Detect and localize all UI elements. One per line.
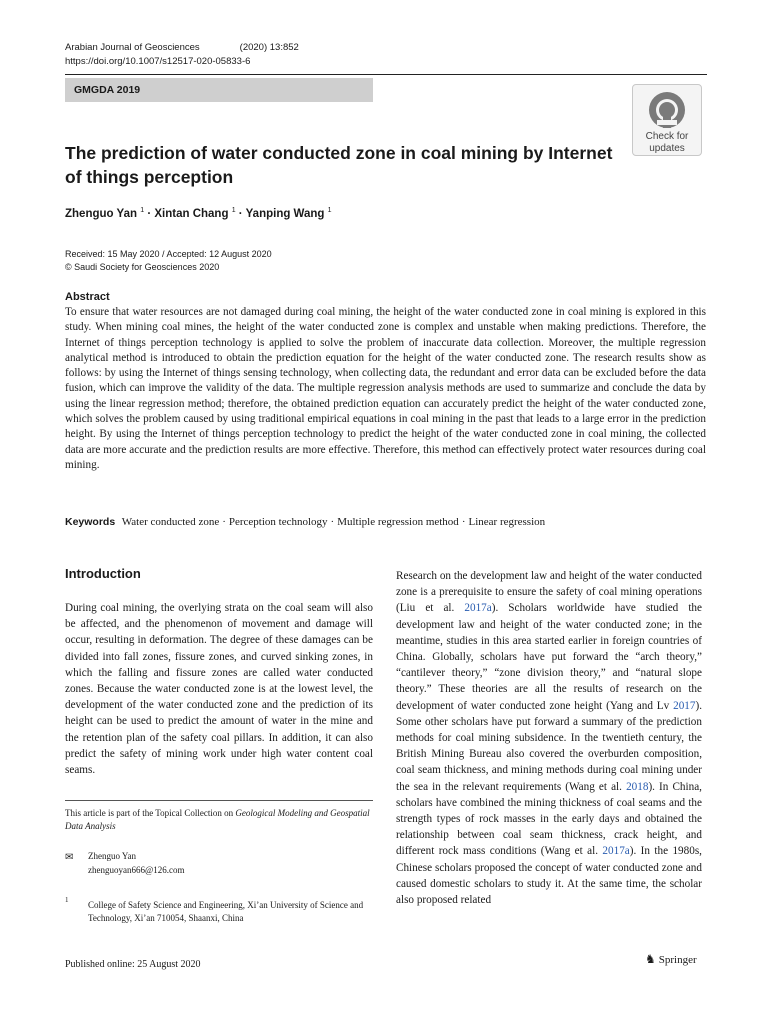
keyword-separator: ·: [330, 516, 335, 528]
author-name[interactable]: Yanping Wang: [245, 207, 325, 220]
check-badge-line1: Check for: [645, 131, 689, 142]
corresponding-author-email[interactable]: zhenguoyan666@126.com: [88, 865, 185, 875]
topical-prefix: This article is part of the Topical Collection on: [65, 808, 236, 818]
journal-citation: [65, 42, 299, 53]
keyword: Linear regression: [468, 516, 546, 528]
author-name[interactable]: Xintan Chang: [154, 207, 229, 220]
check-for-updates-badge[interactable]: [632, 84, 702, 156]
copyright-notice: © Saudi Society for Geosciences 2020: [65, 262, 220, 272]
introduction-left-column: During coal mining, the overlying strata on the coal seam will also be affected, and the phenomenon of movement and damage will occur, resulting in deformation. The degree of these damages can be divided into fall zones, fissure zones, and curved sinking zones, in which the falling and fissure zones are called water conducted zones. Because the water conducted zone is at the lowest level, the development of the water conducted zone and the prediction of its height can be used to predict the amount of water in the mine and the retention plan of the safety coal pillars. In addition, it can also predict the safety of mining work under high water content coal seams.: [65, 602, 373, 777]
published-online-date: Published online: 25 August 2020: [65, 959, 201, 970]
keyword: Water conducted zone: [121, 516, 220, 528]
introduction-heading: Introduction: [65, 566, 141, 581]
body-text: ). Some other scholars have put forward a summary of the prediction methods for coal mining subsidence. In the twentieth century, the British Mining Bureau also covered the overburden composition, coal seam thickness, and mining methods during coal mining under the sea in the relevant requirements (Wang et al.: [396, 699, 702, 793]
introduction-right-column: [396, 568, 702, 908]
author-affiliation-marker: 1: [140, 207, 145, 214]
header-rule: [65, 74, 707, 75]
author-separator: ·: [147, 207, 152, 220]
affiliation-number: 1: [65, 896, 69, 904]
paper-title: The prediction of water conducted zone in coal mining by Internet of things perception: [65, 143, 613, 187]
topical-collection-note: [65, 807, 377, 833]
section-banner: GMGDA 2019: [65, 78, 373, 102]
keyword-separator: ·: [222, 516, 226, 528]
springer-horse-icon: ♞: [645, 952, 656, 966]
received-accepted-dates: Received: 15 May 2020 / Accepted: 12 August 2020: [65, 249, 272, 259]
affiliation-text: College of Safety Science and Engineering, Xi’an University of Science and Technology, Xi’an 710054, Shaanxi, China: [88, 900, 364, 923]
springer-logo: [645, 952, 697, 967]
body-text: Research on the development law and height of the water conducted zone is a prerequisite to ensure the safety of coal mining operations (Liu et al.: [396, 570, 702, 615]
keywords-label: Keywords: [65, 516, 116, 528]
abstract-heading: Abstract: [65, 291, 110, 303]
publisher-name: Springer: [658, 954, 697, 966]
keywords: [65, 516, 545, 528]
body-text: ). In China, scholars have combined the mining thickness of coal seams and the strength types of rock masses in the early days and obtained the relationship between coal seam thickness, crack height, and different rock mass conditions (Wang et al.: [396, 780, 702, 858]
topical-collection-name: Geological Modeling and Geospatial Data Analysis: [65, 808, 370, 831]
author-list: [65, 207, 332, 220]
check-badge-line2: updates: [649, 143, 685, 154]
journal-year-volume: (2020) 13:852: [239, 42, 299, 53]
keyword-separator: ·: [461, 516, 466, 528]
crossmark-icon: [647, 90, 687, 130]
citation-link[interactable]: 2017a: [464, 602, 492, 615]
author-affiliation-marker: 1: [327, 207, 332, 214]
body-text: ). In the 1980s, Chinese scholars proposed the concept of water conducted zone and caused domestic scholars to study it. At the same time, the scholar also proposed related: [396, 845, 702, 907]
citation-link[interactable]: 2018: [626, 780, 649, 793]
author-name[interactable]: Zhenguo Yan: [65, 207, 137, 220]
author-separator: ·: [238, 207, 243, 220]
author-affiliation-marker: 1: [231, 207, 236, 214]
keyword: Multiple regression method: [337, 516, 459, 528]
footnote-rule: [65, 800, 373, 801]
body-text: ). Scholars worldwide have studied the development law and height of the water conducted zone; in the meantime, studies in this area started earlier in foreign countries of China. Globally, scholars have put forward the “arch theory,” “cantilever theory,” “zone division theory,” and “natural slope theory.” These theories are all the results of research on the development of water conducted zone height (Yang and Lv: [396, 602, 702, 712]
keyword: Perception technology: [228, 516, 328, 528]
corresponding-author-name: Zhenguo Yan: [88, 851, 137, 861]
doi-link[interactable]: https://doi.org/10.1007/s12517-020-05833-6: [65, 56, 251, 67]
abstract-text: To ensure that water resources are not damaged during coal mining, the height of the water conducted zone in coal mining is explored in this study. When mining coal mines, the height of the water conducted zone is complex and unstable when making predictions. Therefore, the Internet of things perception technology is applied to solve the problem of inaccurate data collection. Moreover, the multiple regression analytical method is introduced to obtain the prediction equation for the height of the water conducted zone. The research results show as follows: by using the Internet of things sensing technology, when collecting data, the redundant and error data can be excluded before the data fusion, which can improve the validity of the data. The multiple regression analysis methods are used to summarize and conclude the data by using the linear regression method; therefore, the obtained prediction equation can accurately predict the height of the water conducted zone, which solves the problem caused by using traditional empirical equations in coal mining in the past that leads to a large error in the prediction height. By using the Internet of things perception technology to predict the height of the water conducted zone in coal mining, the collected data are more accurate and the prediction results are more effective. Therefore, this method can effectively protect water resources during coal mining.: [65, 306, 706, 471]
envelope-icon: ✉: [65, 852, 74, 863]
citation-link[interactable]: 2017: [673, 699, 696, 712]
citation-link[interactable]: 2017a: [602, 845, 630, 858]
journal-name: Arabian Journal of Geosciences: [65, 42, 200, 53]
